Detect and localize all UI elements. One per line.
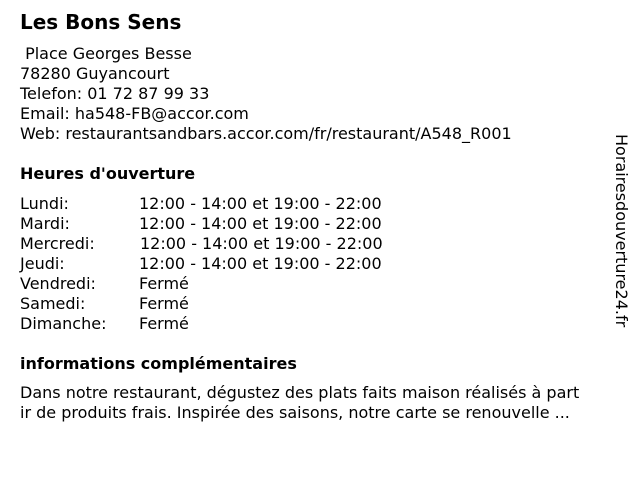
info-description-line: ir de produits frais. Inspirée des saisons, notre carte se renouvelle ... xyxy=(20,403,570,422)
hours-day: Mercredi: xyxy=(20,234,95,253)
hours-time: Fermé xyxy=(139,294,189,313)
email-address: Email: ha548-FB@accor.com xyxy=(20,104,249,123)
hours-heading: Heures d'ouverture xyxy=(20,164,196,183)
info-description-line: Dans notre restaurant, dégustez des plats faits maison réalisés à part xyxy=(20,383,580,402)
hours-time: 12:00 - 14:00 et 19:00 - 22:00 xyxy=(139,214,382,233)
hours-day: Samedi: xyxy=(20,294,86,313)
hours-day: Jeudi: xyxy=(20,254,65,273)
hours-time: 12:00 - 14:00 et 19:00 - 22:00 xyxy=(140,234,383,253)
hours-day: Lundi: xyxy=(20,194,69,213)
hours-time: 12:00 - 14:00 et 19:00 - 22:00 xyxy=(139,254,382,273)
restaurant-name: Les Bons Sens xyxy=(20,10,182,34)
info-heading: informations complémentaires xyxy=(20,354,297,373)
address-city: 78280 Guyancourt xyxy=(20,64,170,83)
website-url: Web: restaurantsandbars.accor.com/fr/restaurant/A548_R001 xyxy=(20,124,512,143)
hours-time: Fermé xyxy=(139,314,189,333)
site-watermark: Horairesdouverture24.fr xyxy=(612,134,631,328)
phone-number: Telefon: 01 72 87 99 33 xyxy=(20,84,210,103)
hours-time: 12:00 - 14:00 et 19:00 - 22:00 xyxy=(139,194,382,213)
hours-day: Dimanche: xyxy=(20,314,107,333)
address-street: Place Georges Besse xyxy=(20,44,192,63)
hours-day: Vendredi: xyxy=(20,274,96,293)
hours-time: Fermé xyxy=(139,274,189,293)
info-description xyxy=(20,383,630,423)
hours-day: Mardi: xyxy=(20,214,70,233)
contact-block xyxy=(20,44,512,144)
